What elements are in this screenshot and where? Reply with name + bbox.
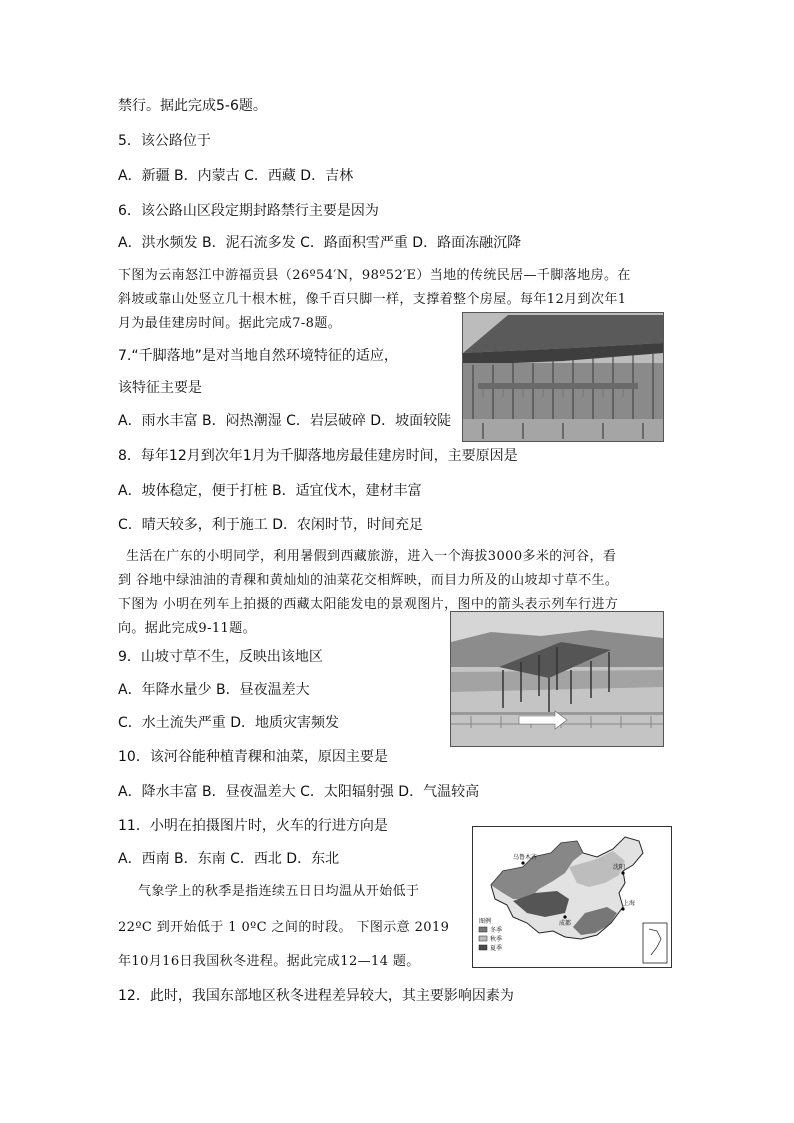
legend-winter-label: 冬季: [490, 927, 503, 934]
city-label-urumqi: 乌鲁木齐: [513, 854, 538, 861]
passage-7-8-line-2: 斜坡或靠山处竖立几十根木桩，像千百只脚一样，支撑着整个房屋。每年12月到次年1: [118, 292, 627, 307]
passage-7-8-line-1: 下图为云南怒江中游福贡县（26º54′N，98º52′E）当地的传统民居—千脚落地房。在: [118, 268, 631, 283]
question-7-options: A．雨水丰富 B．闷热潮湿 C．岩层破碎 D．坡面较陡: [118, 413, 452, 429]
legend-summer-label: 夏季: [490, 945, 503, 952]
question-12: 12．此时，我国东部地区秋冬进程差异较大，其主要影响因素为: [118, 988, 514, 1004]
city-marker-icon: [521, 861, 524, 864]
question-11: 11．小明在拍摄图片时，火车的行进方向是: [118, 818, 388, 834]
passage-9-11-line-1: 生活在广东的小明同学，利用暑假到西藏旅游，进入一个海拔3000多米的河谷，看: [126, 549, 617, 564]
passage-9-11-line-3: 下图为 小明在列车上拍摄的西藏太阳能发电的景观图片，图中的箭头表示列车行进方: [118, 597, 619, 612]
passage-7-8-line-3: 月为最佳建房时间。据此完成7-8题。: [118, 316, 342, 331]
question-9-options-cd: C．水土流失严重 D．地质灾害频发: [118, 715, 340, 731]
question-10: 10．该河谷能种植青稞和油菜，原因主要是: [118, 749, 388, 765]
legend-title: 图例: [479, 918, 492, 925]
solar-panel-photo: [450, 611, 664, 747]
question-6-options: A．洪水频发 B．泥石流多发 C．路面积雪严重 D．路面冻融沉降: [118, 235, 522, 251]
question-9: 9．山坡寸草不生，反映出该地区: [118, 649, 323, 665]
passage-9-11-line-4: 向。据此完成9-11题。: [118, 621, 257, 636]
legend-autumn-swatch: [479, 936, 487, 941]
question-8-options-cd: C．晴天较多，利于施工 D．农闲时节，时间充足: [118, 517, 424, 533]
stilt-house-photo: [462, 312, 664, 442]
question-7-line-1: 7.“千脚落地”是对当地自然环境特征的适应，: [118, 348, 398, 364]
question-5-options: A．新疆 B．内蒙古 C．西藏 D．吉林: [118, 168, 354, 184]
question-6: 6．该公路山区段定期封路禁行主要是因为: [118, 203, 379, 219]
city-marker-icon: [621, 907, 624, 910]
question-8-options-ab: A．坡体稳定，便于打桩 B．适宜伐木，建材丰富: [118, 483, 422, 499]
city-marker-icon: [621, 871, 624, 874]
passage-12-14-line-3: 年10月16日我国秋冬进程。据此完成12—14 题。: [118, 954, 420, 969]
question-9-options-ab: A．年降水量少 B．昼夜温差大: [118, 682, 310, 698]
city-marker-icon: [563, 915, 566, 918]
passage-9-11-line-2: 到 谷地中绿油油的青稞和黄灿灿的油菜花交相辉映，而目力所及的山坡却寸草不生。: [118, 573, 619, 588]
legend-summer-swatch: [479, 945, 487, 950]
legend-winter-swatch: [479, 927, 487, 932]
city-label-chengdu: 成都: [559, 920, 572, 927]
question-8: 8．每年12月到次年1月为千脚落地房最佳建房时间，主要原因是: [118, 448, 518, 464]
china-season-map: [472, 826, 672, 968]
legend-autumn-label: 秋季: [490, 936, 503, 943]
question-5: 5．该公路位于: [118, 133, 211, 149]
question-10-options: A．降水丰富 B．昼夜温差大 C．太阳辐射强 D．气温较高: [118, 784, 480, 800]
question-7-line-2: 该特征主要是: [118, 380, 202, 396]
city-label-shenyang: 沈阳: [613, 864, 626, 871]
question-11-options: A．西南 B．东南 C．西北 D．东北: [118, 851, 340, 867]
city-label-shanghai: 上海: [623, 900, 636, 907]
south-china-sea-inset: [643, 923, 667, 963]
passage-12-14-line-2: 22ºC 到开始低于 1 0ºC 之间的时段。 下图示意 2019: [118, 920, 450, 935]
passage-12-14-line-1: 气象学上的秋季是指连续五日日均温从开始低于: [138, 884, 420, 899]
intro-tail: 禁行。据此完成5-6题。: [118, 98, 267, 114]
